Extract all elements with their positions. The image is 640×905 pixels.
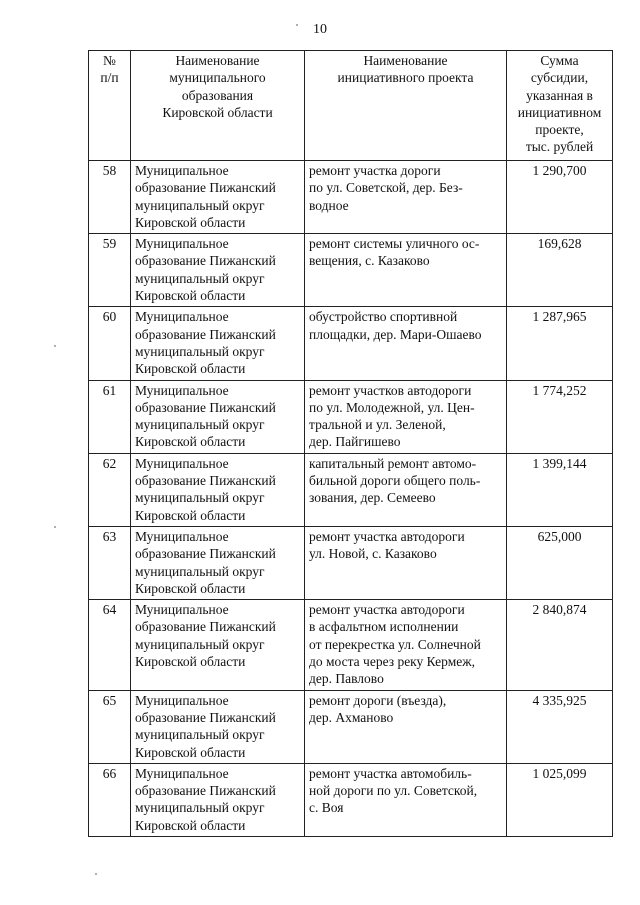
project-cell: ремонт дороги (въезда), дер. Ахманово [305, 690, 507, 763]
row-number: 59 [89, 234, 131, 307]
sum-cell: 1 774,252 [507, 380, 613, 453]
project-cell: ремонт системы уличного ос- вещения, с. Казаково [305, 234, 507, 307]
sum-cell: 1 287,965 [507, 307, 613, 380]
municipality-cell: Муниципальное образование Пижанский муниципальный округ Кировской области [131, 307, 305, 380]
row-number: 58 [89, 161, 131, 234]
sum-cell: 1 290,700 [507, 161, 613, 234]
project-cell: ремонт участков автодороги по ул. Молодежной, ул. Цен- тральной и ул. Зеленой, дер. Пайгишево [305, 380, 507, 453]
table-row [89, 234, 613, 307]
table-header-row [89, 51, 613, 161]
header-sum: Сумма субсидии, указанная в инициативном проекте, тыс. рублей [507, 51, 613, 161]
scan-speck [296, 24, 298, 26]
table-row [89, 526, 613, 599]
municipality-cell: Муниципальное образование Пижанский муниципальный округ Кировской области [131, 763, 305, 836]
subsidy-table [88, 50, 613, 837]
project-cell: ремонт участка дороги по ул. Советской, дер. Без- водное [305, 161, 507, 234]
project-cell: ремонт участка автодороги в асфальтном исполнении от перекрестка ул. Солнечной до моста через реку Кермеж, дер. Павлово [305, 600, 507, 690]
header-project: Наименование инициативного проекта [305, 51, 507, 161]
municipality-cell: Муниципальное образование Пижанский муниципальный округ Кировской области [131, 161, 305, 234]
row-number: 60 [89, 307, 131, 380]
table-row [89, 600, 613, 690]
project-cell: обустройство спортивной площадки, дер. Мари-Ошаево [305, 307, 507, 380]
row-number: 64 [89, 600, 131, 690]
scan-speck [54, 345, 56, 347]
municipality-cell: Муниципальное образование Пижанский муниципальный округ Кировской области [131, 690, 305, 763]
project-cell: ремонт участка автомобиль- ной дороги по ул. Советской, с. Воя [305, 763, 507, 836]
header-number: № п/п [89, 51, 131, 161]
row-number: 65 [89, 690, 131, 763]
header-municipality: Наименование муниципального образования Кировской области [131, 51, 305, 161]
table-row [89, 161, 613, 234]
table-row [89, 380, 613, 453]
scan-speck [95, 873, 97, 875]
municipality-cell: Муниципальное образование Пижанский муниципальный округ Кировской области [131, 600, 305, 690]
municipality-cell: Муниципальное образование Пижанский муниципальный округ Кировской области [131, 234, 305, 307]
sum-cell: 625,000 [507, 526, 613, 599]
row-number: 62 [89, 453, 131, 526]
row-number: 66 [89, 763, 131, 836]
municipality-cell: Муниципальное образование Пижанский муниципальный округ Кировской области [131, 380, 305, 453]
row-number: 63 [89, 526, 131, 599]
row-number: 61 [89, 380, 131, 453]
municipality-cell: Муниципальное образование Пижанский муниципальный округ Кировской области [131, 453, 305, 526]
project-cell: капитальный ремонт автомо- бильной дороги общего поль- зования, дер. Семеево [305, 453, 507, 526]
table-row [89, 453, 613, 526]
sum-cell: 4 335,925 [507, 690, 613, 763]
sum-cell: 1 025,099 [507, 763, 613, 836]
sum-cell: 1 399,144 [507, 453, 613, 526]
sum-cell: 169,628 [507, 234, 613, 307]
scan-speck [54, 526, 56, 528]
table-row [89, 690, 613, 763]
page-number: 10 [313, 22, 327, 37]
project-cell: ремонт участка автодороги ул. Новой, с. Казаково [305, 526, 507, 599]
table-row [89, 307, 613, 380]
municipality-cell: Муниципальное образование Пижанский муниципальный округ Кировской области [131, 526, 305, 599]
sum-cell: 2 840,874 [507, 600, 613, 690]
table-row [89, 763, 613, 836]
